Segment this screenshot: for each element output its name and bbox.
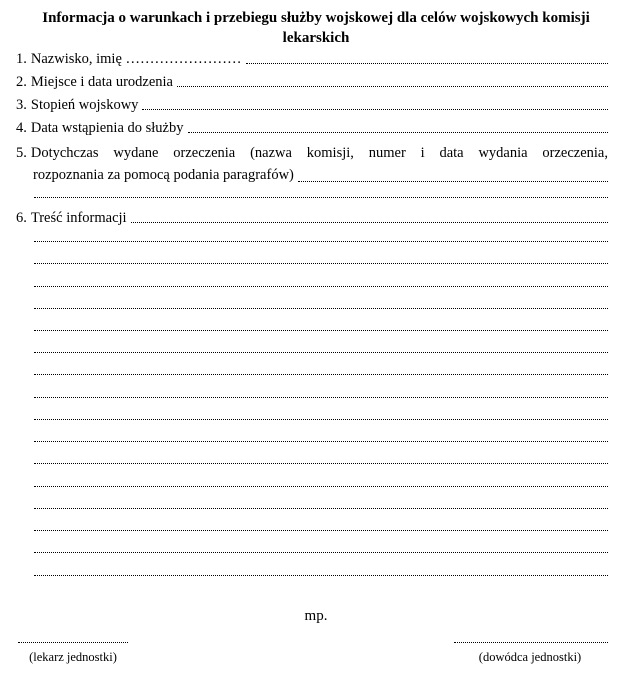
field-content-row <box>16 207 608 227</box>
fill-line[interactable] <box>34 507 608 509</box>
field-previous-rulings-line1 <box>16 142 608 164</box>
fill-line[interactable] <box>34 329 608 331</box>
fill-line[interactable] <box>34 285 608 287</box>
fill-line[interactable] <box>34 551 608 553</box>
field-label-previous-rulings-1: Dotychczas wydane orzeczenia (nazwa komisji, numer i data wydania orzeczenia, <box>30 145 608 161</box>
fill-line[interactable] <box>131 221 608 223</box>
fill-line[interactable] <box>298 180 608 182</box>
field-number: 2. <box>16 74 27 90</box>
fill-line[interactable] <box>34 262 608 264</box>
field-name-row <box>16 48 608 68</box>
fill-line[interactable] <box>34 351 608 353</box>
fill-line[interactable] <box>34 440 608 442</box>
field-label-content: Treść informacji <box>30 210 127 226</box>
stamp-label: mp. <box>304 608 328 624</box>
field-number: 1. <box>16 51 27 67</box>
fill-line[interactable] <box>34 240 608 242</box>
field-label-name: Nazwisko, imię …………………… <box>30 51 242 67</box>
fill-line[interactable] <box>34 307 608 309</box>
signature-line-doctor[interactable] <box>18 641 128 643</box>
fill-line[interactable] <box>34 485 608 487</box>
field-number: 4. <box>16 120 27 136</box>
field-label-birth: Miejsce i data urodzenia <box>30 74 173 90</box>
field-label-rank: Stopień wojskowy <box>30 97 139 113</box>
signature-caption-commander: (dowódca jednostki) <box>478 650 582 664</box>
field-number: 5. <box>16 145 27 161</box>
fill-line[interactable] <box>188 131 609 133</box>
fill-line[interactable] <box>34 373 608 375</box>
field-label-previous-rulings-2: rozpoznania za pomocą podania paragrafów) <box>33 167 294 183</box>
fill-line[interactable] <box>34 418 608 420</box>
fill-line[interactable] <box>34 396 608 398</box>
fill-line[interactable] <box>246 62 608 64</box>
field-label-service-date: Data wstąpienia do służby <box>30 120 184 136</box>
field-number: 3. <box>16 97 27 113</box>
field-birth-row <box>16 71 608 91</box>
signature-line-commander[interactable] <box>454 641 608 643</box>
signature-caption-doctor: (lekarz jednostki) <box>29 650 117 664</box>
field-previous-rulings-line2 <box>16 164 608 186</box>
fill-line[interactable] <box>142 108 608 110</box>
field-service-date-row <box>16 117 608 137</box>
fill-line[interactable] <box>177 85 608 87</box>
fill-line[interactable] <box>34 196 608 198</box>
form-title: Informacja o warunkach i przebiegu służby wojskowej dla celów wojskowych komisji lekarskich <box>42 10 590 46</box>
fill-line[interactable] <box>34 529 608 531</box>
field-rank-row <box>16 94 608 114</box>
field-previous-rulings <box>16 142 608 186</box>
field-number: 6. <box>16 210 27 226</box>
fill-line[interactable] <box>34 462 608 464</box>
fill-line[interactable] <box>34 574 608 576</box>
